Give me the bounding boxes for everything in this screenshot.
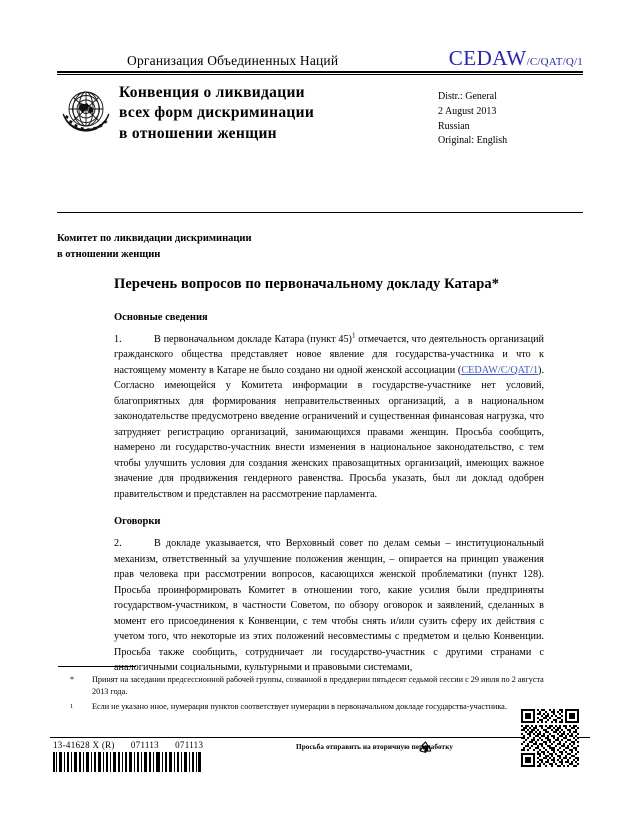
section-heading-reservations: Оговорки xyxy=(114,516,161,528)
recycle-icon xyxy=(417,740,434,761)
paragraph-1 xyxy=(114,332,544,503)
document-symbol-suffix: /C/QAT/Q/1 xyxy=(526,56,583,68)
section-heading-background: Основные сведения xyxy=(114,311,208,323)
masthead-bottom-rule xyxy=(57,212,583,213)
paragraph-1-text-middle: отмечается, что деятельность организаций гражданского общества представляет новое явление для государства-участника и что к настоящему моменту в Катаре не было создано ни одной женской ассоциации ( xyxy=(114,333,544,376)
committee-name xyxy=(57,231,457,264)
footer-separator xyxy=(50,737,590,738)
convention-title-line-3: в отношении женщин xyxy=(119,124,277,142)
job-number-value: 13-41628 xyxy=(53,740,90,750)
convention-title-line-1: Конвенция о ликвидации xyxy=(119,84,305,101)
footnote-asterisk-mark: * xyxy=(70,675,75,684)
masthead-rule-thick xyxy=(57,71,583,73)
footnote-reference-1: 1 xyxy=(351,331,356,340)
distribution-date: 2 August 2013 xyxy=(438,105,497,117)
document-symbol xyxy=(449,48,583,69)
committee-name-line-2: в отношении женщин xyxy=(57,249,161,261)
paragraph-2 xyxy=(114,536,544,676)
paragraph-1-number: 1. xyxy=(114,333,122,345)
paragraph-2-text: В докладе указывается, что Верховный совет по делам семьи – институциональный механизм, ответственный за улучшение положения женщин, – опирается на принцип уважения прав человека при рассмотрении вопросов, касающихся женской проблематики (пункт 128). Просьба проинформировать Комитет в отношении того, какие усилия были предприняты государством-участником, в частности Советом, по обзору оговорок и заявлений, сделанных в момент его присоединения к Конвенции, с тем чтобы снять и/или сузить сферу их действия с учетом того, что некоторые из этих положений несовместимы с предметом и целью Конвенции. Просьба также сообщить, сотрудничает ли государство-участник с другими странами с аналогичными социальными, культурными и правовыми системами, xyxy=(114,538,544,674)
footnotes xyxy=(58,674,558,715)
barcode xyxy=(53,752,201,772)
page-title: Перечень вопросов по первоначальному докладу Катара* xyxy=(114,276,500,292)
recycle-notice: Просьба отправить на вторичную переработку xyxy=(296,743,454,751)
footnote-asterisk-text: Принят на заседании предсессионной рабочей группы, созванной в преддверии пятьдесят седьмой сессии с 29 июля по 2 августа 2013 года. xyxy=(92,675,544,697)
job-date-code-1: 071113 xyxy=(130,740,159,750)
footnote-asterisk xyxy=(58,674,558,699)
document-symbol-main: CEDAW xyxy=(448,46,527,70)
organization-row xyxy=(57,48,583,71)
un-emblem xyxy=(57,82,119,140)
convention-title xyxy=(119,82,430,144)
footnote-one-mark: 1 xyxy=(70,702,74,710)
distribution-info xyxy=(438,82,583,149)
distribution-original: Original: English xyxy=(438,135,508,147)
paragraph-2-number: 2. xyxy=(114,538,122,550)
masthead-rule-thin xyxy=(57,74,583,75)
masthead xyxy=(57,48,583,149)
document-body xyxy=(114,275,544,690)
document-link-cedaw-c-qat-1[interactable]: CEDAW/C/QAT/1 xyxy=(461,364,539,376)
footnote-separator xyxy=(58,666,136,667)
paragraph-1-text-after-link: ). Согласно имеющейся у Комитета информации в государстве-участнике нет условий, благоприятных для формирования неправительственных организаций, а в национальном законодательстве предусмотрено введение ограничений и существенная финансовая нагрузка, что затрудняет регистрацию организаций, занимающихся правами женщин. Просьба сообщить, намерено ли государство-участник внести изменения в национальное законодательство, с тем чтобы улучшить условия для создания женских правозащитных организаций, имеющих важное значение для продвижения гендерного равенства. Просьба указать, был ли доклад одобрен правительством и представлен на рассмотрение парламента. xyxy=(114,364,544,500)
committee-name-line-1: Комитет по ликвидации дискриминации xyxy=(57,233,252,244)
title-row xyxy=(57,82,583,149)
distribution-line: Distr.: General xyxy=(438,91,497,102)
job-date-code-2: 071113 xyxy=(175,740,204,750)
job-number xyxy=(53,740,203,750)
distribution-language: Russian xyxy=(438,120,470,132)
organization-name: Организация Объединенных Наций xyxy=(127,53,339,68)
job-language-code: X (R) xyxy=(92,740,115,750)
convention-title-line-2: всех форм дискриминации xyxy=(119,104,315,122)
footnote-one xyxy=(58,701,558,713)
footnote-one-text: Если не указано иное, нумерация пунктов соответствует нумерации в первоначальном докладе государства-участника. xyxy=(92,701,507,711)
paragraph-1-text-before-link: В первоначальном докладе Катара (пункт 45) xyxy=(154,333,352,345)
qr-code xyxy=(521,709,579,767)
